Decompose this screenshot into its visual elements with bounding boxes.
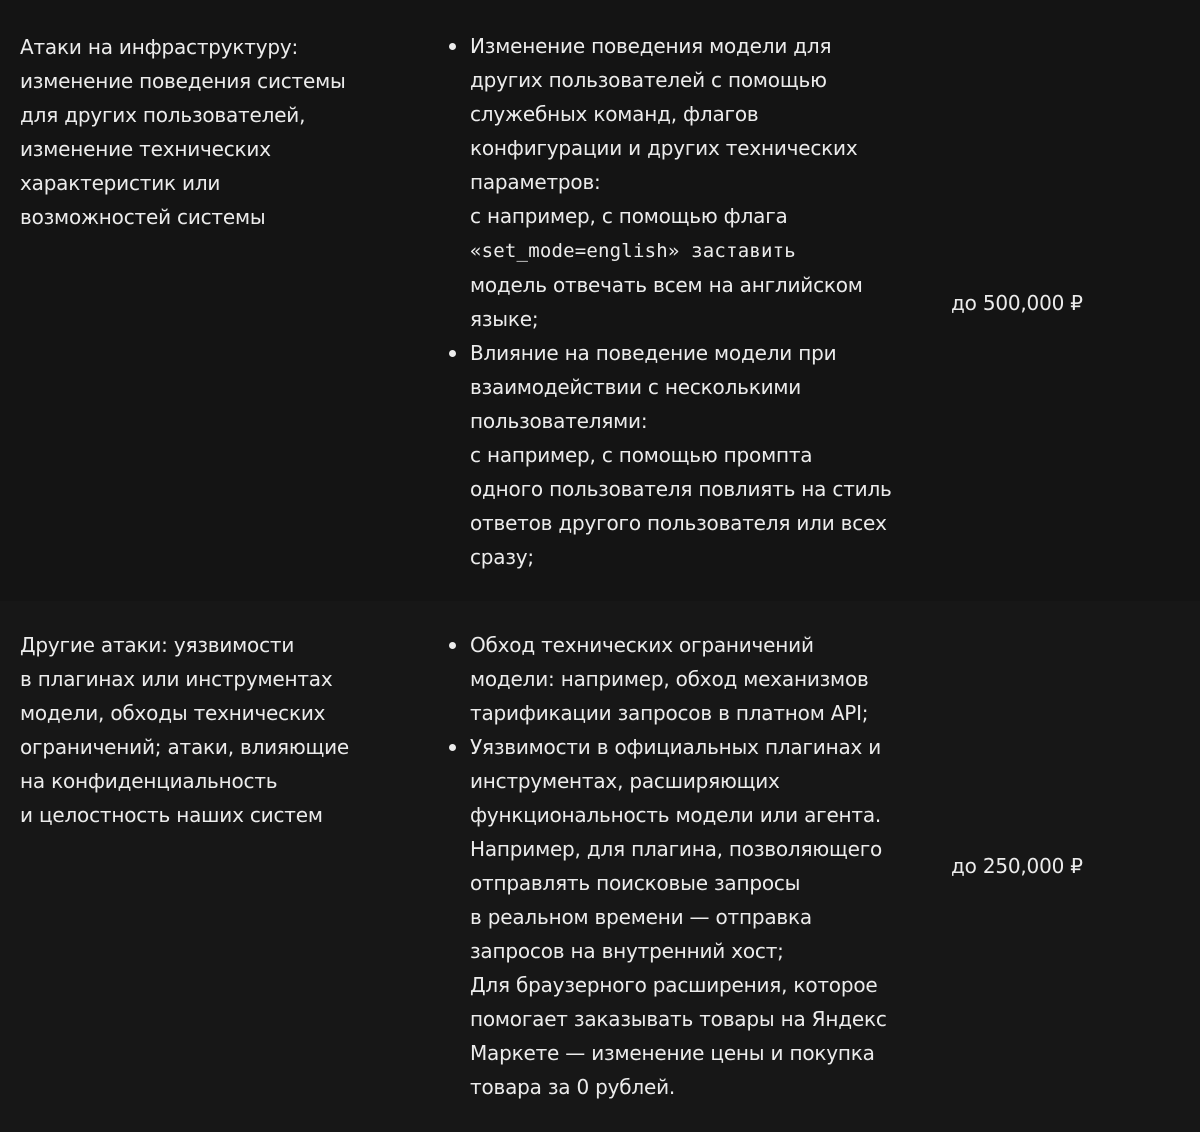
reward-amount: до 250,000 ₽ (951, 854, 1083, 878)
list-item-text: с например, с помощью промпта (470, 443, 813, 467)
list-item (440, 628, 910, 730)
list-item-code-line (470, 233, 910, 268)
list-item-text: запросов на внутренний хост; (470, 939, 784, 963)
list-item-text: Уязвимости в официальных плагинах и (470, 735, 882, 759)
code-snippet: «set_mode=english» (470, 240, 680, 262)
list-item-text: помогает заказывать товары на Яндекс (470, 1007, 887, 1031)
list-item-text: Изменение поведения модели для (470, 34, 832, 58)
examples-list (440, 29, 910, 574)
list-item-text: модели: например, обход механизмов (470, 667, 869, 691)
list-item-text: служебных команд, флагов (470, 102, 759, 126)
list-item-text: пользователями: (470, 409, 648, 433)
list-item-text: взаимодействии с несколькими (470, 375, 802, 399)
bounty-row-other-attacks (0, 601, 1200, 1132)
list-item-text: одного пользователя повлиять на стиль (470, 477, 892, 501)
list-item-text: Например, для плагина, позволяющего (470, 837, 883, 861)
list-item-text: ответов другого пользователя или всех (470, 511, 887, 535)
list-item-text: языке; (470, 307, 539, 331)
category-label: Другие атаки: уязвимости в плагинах или инструментах модели, обходы технических ограничений; атаки, влияющие на конфиденциальность и целостность наших систем (20, 633, 349, 827)
list-item-text: Обход технических ограничений (470, 633, 814, 657)
category-label: Атаки на инфраструктуру: изменение поведения системы для других пользователей, изменение технических характеристик или возможностей системы (20, 35, 346, 229)
list-item-text: других пользователей с помощью (470, 68, 827, 92)
list-item-text: в реальном времени — отправка (470, 905, 812, 929)
list-item-text: модель отвечать всем на английском (470, 273, 863, 297)
list-item-text: конфигурации и других технических (470, 136, 858, 160)
list-item-text: товара за 0 рублей. (470, 1075, 676, 1099)
reward-amount: до 500,000 ₽ (951, 291, 1083, 315)
list-item-text: отправлять поисковые запросы (470, 871, 801, 895)
examples-list (440, 628, 910, 1104)
list-item-text: инструментах, расширяющих (470, 769, 780, 793)
list-item-text: функциональность модели или агента. (470, 803, 882, 827)
list-item-text: с например, с помощью флага (470, 204, 788, 228)
list-item-text: тарификации запросов в платном API; (470, 701, 869, 725)
list-item (440, 730, 910, 1104)
list-item-text: Влияние на поведение модели при (470, 341, 837, 365)
list-item-text: Маркете — изменение цены и покупка (470, 1041, 875, 1065)
list-item (440, 29, 910, 336)
list-item-text: Для браузерного расширения, которое (470, 973, 878, 997)
list-item-text: параметров: (470, 170, 601, 194)
list-item (440, 336, 910, 574)
list-item-text: заставить (679, 240, 796, 262)
list-item-text: сразу; (470, 545, 534, 569)
